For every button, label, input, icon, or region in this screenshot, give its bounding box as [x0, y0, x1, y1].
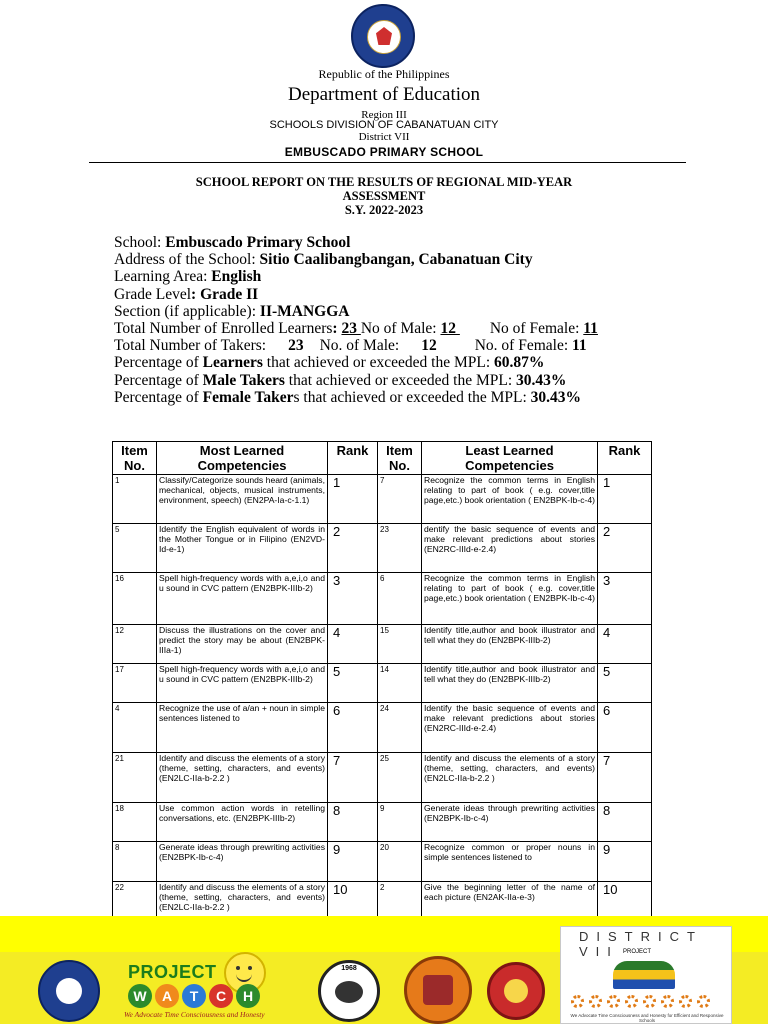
pct-learners-value: 60.87% — [494, 354, 545, 372]
deped-footer-logo — [38, 960, 100, 1022]
section-label: Section (if applicable): — [114, 302, 260, 320]
item-no-cell-2: 7 — [378, 475, 422, 524]
most-learned-cell: Spell high-frequency words with a,e,i,o and u sound in CVC pattern (EN2BPK-IIIb-2) — [157, 573, 328, 625]
table-row — [113, 664, 652, 703]
seal-1968-text: 1968 — [341, 965, 357, 972]
watch-letter: C — [209, 984, 233, 1008]
school-value: Embuscado Primary School — [165, 234, 351, 251]
report-title — [150, 175, 618, 217]
least-learned-cell: Recognize the common terms in English relating to part of book ( e.g. cover,title page,etc.) book orientation ( EN2BPK-Ib-c-4) — [422, 573, 598, 625]
header-rank-2: Rank — [598, 442, 652, 475]
rank-cell-2: 4 — [598, 625, 652, 664]
enrolled-female-value: 11 — [583, 320, 598, 338]
most-learned-cell: Identify and discuss the elements of a story (theme, setting, characters, and events) (EN2LC-IIa-b-2.2 ) — [157, 753, 328, 803]
most-learned-cell: Identify the English equivalent of words in the Mother Tongue or in Filipino (EN2VD-Id-e-1) — [157, 524, 328, 573]
most-learned-cell: Discuss the illustrations on the cover and predict the story may be about (EN2BPK-IIIa-1) — [157, 625, 328, 664]
district-line: District VII — [358, 131, 410, 143]
enrolled-colon: : — [332, 320, 342, 338]
report-title-line-3: S.Y. 2022-2023 — [344, 203, 424, 217]
rank-cell: 3 — [328, 573, 378, 625]
item-no-cell-2: 2 — [378, 882, 422, 931]
table-row — [113, 625, 652, 664]
table-row — [113, 475, 652, 524]
rank-cell-2: 1 — [598, 475, 652, 524]
report-title-line-1: SCHOOL REPORT ON THE RESULTS OF REGIONAL MID-YEAR — [195, 175, 573, 189]
takers-female-label: No. of Female: — [474, 337, 573, 355]
enrolled-male-value: 12 — [440, 320, 460, 338]
gear-icon — [625, 995, 638, 1008]
rank-cell-2: 7 — [598, 753, 652, 803]
grade-level-value: : Grade II — [191, 285, 259, 303]
rank-cell-2: 3 — [598, 573, 652, 625]
orange-school-seal-logo — [404, 956, 472, 1024]
most-learned-cell: Use common action words in retelling conversations, etc. (EN2BPK-IIIb-2) — [157, 803, 328, 842]
most-learned-cell: Recognize the use of a/an + noun in simple sentences listened to — [157, 703, 328, 753]
pct-female-word: Female Taker — [202, 388, 294, 406]
pct-male-value: 30.43% — [516, 371, 567, 389]
takers-line — [114, 337, 674, 354]
enrolled-male-label: No of Male: — [360, 320, 441, 338]
pct-female-text: that achieved or exceeded the MPL: — [299, 388, 531, 406]
pct-female-value: 30.43% — [530, 388, 582, 406]
item-no-cell: 18 — [113, 803, 157, 842]
report-title-line-2: ASSESSMENT — [342, 189, 426, 203]
district-vii-logo — [560, 926, 732, 1024]
pct-female-s: s — [293, 388, 300, 406]
department-title: Department of Education — [287, 84, 481, 105]
most-learned-cell: Spell high-frequency words with a,e,i,o and u sound in CVC pattern (EN2BPK-IIIb-2) — [157, 664, 328, 703]
rank-cell-2: 6 — [598, 703, 652, 753]
item-no-cell-2: 24 — [378, 703, 422, 753]
least-learned-cell: Identify the basic sequence of events and make relevant predictions about stories (EN2RC-IIId-e-2.4) — [422, 703, 598, 753]
table-row — [113, 842, 652, 882]
district-arc-text: DISTRICT VII — [579, 929, 703, 959]
grade-level-line — [114, 286, 674, 303]
address-label: Address of the School: — [114, 251, 260, 269]
item-no-cell: 12 — [113, 625, 157, 664]
least-learned-cell: Recognize the common terms in English relating to part of book ( e.g. cover,title page,etc.) book orientation ( EN2BPK-Ib-c-4) — [422, 475, 598, 524]
most-learned-cell: Classify/Categorize sounds heard (animals, mechanical, objects, musical instruments, environment, speech) (EN2PA-Ia-c-1.1) — [157, 475, 328, 524]
gear-icon — [697, 995, 710, 1008]
item-no-cell-2: 23 — [378, 524, 422, 573]
district-caption: We Advocate Time Consciousness and Honesty for Efficient and Responsive Schools — [570, 1013, 724, 1023]
watch-letter: A — [155, 984, 179, 1008]
rank-cell: 5 — [328, 664, 378, 703]
region-line: Region III — [361, 109, 407, 121]
takers-female-value: 11 — [572, 337, 587, 355]
pct-female-line — [114, 389, 674, 406]
item-no-cell-2: 9 — [378, 803, 422, 842]
section-value: II-MANGGA — [259, 302, 350, 320]
rank-cell-2: 5 — [598, 664, 652, 703]
red-school-seal-logo — [487, 962, 545, 1020]
least-learned-cell: Give the beginning letter of the name of each picture (EN2AK-IIa-e-3) — [422, 882, 598, 931]
address-line — [114, 251, 674, 268]
rank-cell: 8 — [328, 803, 378, 842]
republic-line: Republic of the Philippines — [318, 67, 450, 81]
table-row — [113, 703, 652, 753]
pct-learners-prefix: Percentage of — [114, 354, 203, 372]
school-line — [114, 234, 674, 251]
header-least-learned: Least Learned Competencies — [422, 442, 598, 475]
gear-icon — [607, 995, 620, 1008]
pct-male-word: Male Takers — [202, 371, 285, 389]
rank-cell: 7 — [328, 753, 378, 803]
section-line — [114, 303, 674, 320]
gear-icon — [661, 995, 674, 1008]
learning-area-label: Learning Area: — [114, 268, 212, 286]
least-learned-cell: Identify title,author and book illustrator and tell what they do (EN2BPK-IIIb-2) — [422, 664, 598, 703]
header-divider — [89, 162, 686, 163]
division-line: SCHOOLS DIVISION OF CABANATUAN CITY — [269, 119, 499, 131]
rank-cell: 4 — [328, 625, 378, 664]
header-most-learned: Most Learned Competencies — [157, 442, 328, 475]
deped-seal-logo — [351, 4, 415, 68]
school-name-header: EMBUSCADO PRIMARY SCHOOL — [284, 145, 484, 159]
item-no-cell: 21 — [113, 753, 157, 803]
most-learned-cell: Identify and discuss the elements of a story (theme, setting, characters, and events) (EN2LC-IIa-b-2.2 ) — [157, 882, 328, 931]
most-learned-cell: Generate ideas through prewriting activities (EN2BPK-Ib-c-4) — [157, 842, 328, 882]
project-label: PROJECT — [128, 962, 217, 982]
rank-cell-2: 8 — [598, 803, 652, 842]
district-project-text: PROJECT — [623, 949, 652, 955]
district-emblem-icon — [613, 961, 675, 989]
takers-value: 23 — [288, 337, 304, 355]
gear-icon — [679, 995, 692, 1008]
item-no-cell-2: 20 — [378, 842, 422, 882]
gear-icon — [643, 995, 656, 1008]
item-no-cell: 8 — [113, 842, 157, 882]
header-item-no-2: Item No. — [378, 442, 422, 475]
enrolled-line — [114, 320, 674, 337]
least-learned-cell: Identify title,author and book illustrator and tell what they do (EN2BPK-IIIb-2) — [422, 625, 598, 664]
enrolled-label: Total Number of Enrolled Learners — [114, 320, 333, 338]
header-item-no: Item No. — [113, 442, 157, 475]
pct-learners-text: that achieved or exceeded the MPL: — [262, 354, 495, 372]
grade-level-label: Grade Level — [114, 285, 192, 303]
enrolled-value: 23 — [341, 320, 361, 338]
watch-letter: W — [128, 984, 152, 1008]
rank-cell-2: 9 — [598, 842, 652, 882]
item-no-cell-2: 15 — [378, 625, 422, 664]
learning-area-line — [114, 268, 674, 285]
school-label: School: — [114, 234, 166, 251]
takers-male-label: No. of Male: — [319, 337, 400, 355]
least-learned-cell: dentify the basic sequence of events and make relevant predictions about stories (EN2RC-IIId-e-2.4) — [422, 524, 598, 573]
table-row — [113, 803, 652, 842]
item-no-cell: 17 — [113, 664, 157, 703]
pct-learners-line — [114, 354, 674, 371]
item-no-cell-2: 25 — [378, 753, 422, 803]
item-no-cell-2: 14 — [378, 664, 422, 703]
takers-male-value: 12 — [421, 337, 437, 355]
rank-cell: 2 — [328, 524, 378, 573]
table-row — [113, 753, 652, 803]
watch-letter: H — [236, 984, 260, 1008]
least-learned-cell: Generate ideas through prewriting activities (EN2BPK-Ib-c-4) — [422, 803, 598, 842]
pct-male-text: that achieved or exceeded the MPL: — [284, 371, 517, 389]
school-info-block — [114, 234, 674, 406]
gear-icon — [571, 995, 584, 1008]
item-no-cell: 4 — [113, 703, 157, 753]
learning-area-value: English — [211, 268, 262, 286]
rank-cell: 10 — [328, 882, 378, 931]
seal-1968-logo — [318, 960, 380, 1022]
pct-male-prefix: Percentage of — [114, 371, 203, 389]
item-no-cell: 16 — [113, 573, 157, 625]
project-watch-logo — [124, 958, 302, 1022]
project-tagline: We Advocate Time Consciousness and Honesty — [124, 1010, 265, 1019]
item-no-cell: 5 — [113, 524, 157, 573]
takers-label: Total Number of Takers: — [114, 337, 267, 355]
pct-learners-word: Learners — [202, 354, 263, 372]
pct-female-prefix: Percentage of — [114, 388, 203, 406]
competencies-table — [112, 441, 652, 931]
table-header-row — [113, 442, 652, 475]
header-rank: Rank — [328, 442, 378, 475]
enrolled-female-label: No of Female: — [489, 320, 584, 338]
least-learned-cell: Identify and discuss the elements of a story (theme, setting, characters, and events) (EN2LC-IIa-b-2.2 ) — [422, 753, 598, 803]
table-row — [113, 573, 652, 625]
least-learned-cell: Recognize common or proper nouns in simple sentences listened to — [422, 842, 598, 882]
item-no-cell: 1 — [113, 475, 157, 524]
pct-male-line — [114, 372, 674, 389]
rank-cell: 9 — [328, 842, 378, 882]
rank-cell: 1 — [328, 475, 378, 524]
address-value: Sitio Caalibangbangan, Cabanatuan City — [259, 251, 533, 269]
table-row — [113, 524, 652, 573]
gear-icon — [589, 995, 602, 1008]
item-no-cell-2: 6 — [378, 573, 422, 625]
rank-cell-2: 2 — [598, 524, 652, 573]
watch-letter: T — [182, 984, 206, 1008]
rank-cell-2: 10 — [598, 882, 652, 931]
rank-cell: 6 — [328, 703, 378, 753]
item-no-cell: 22 — [113, 882, 157, 931]
